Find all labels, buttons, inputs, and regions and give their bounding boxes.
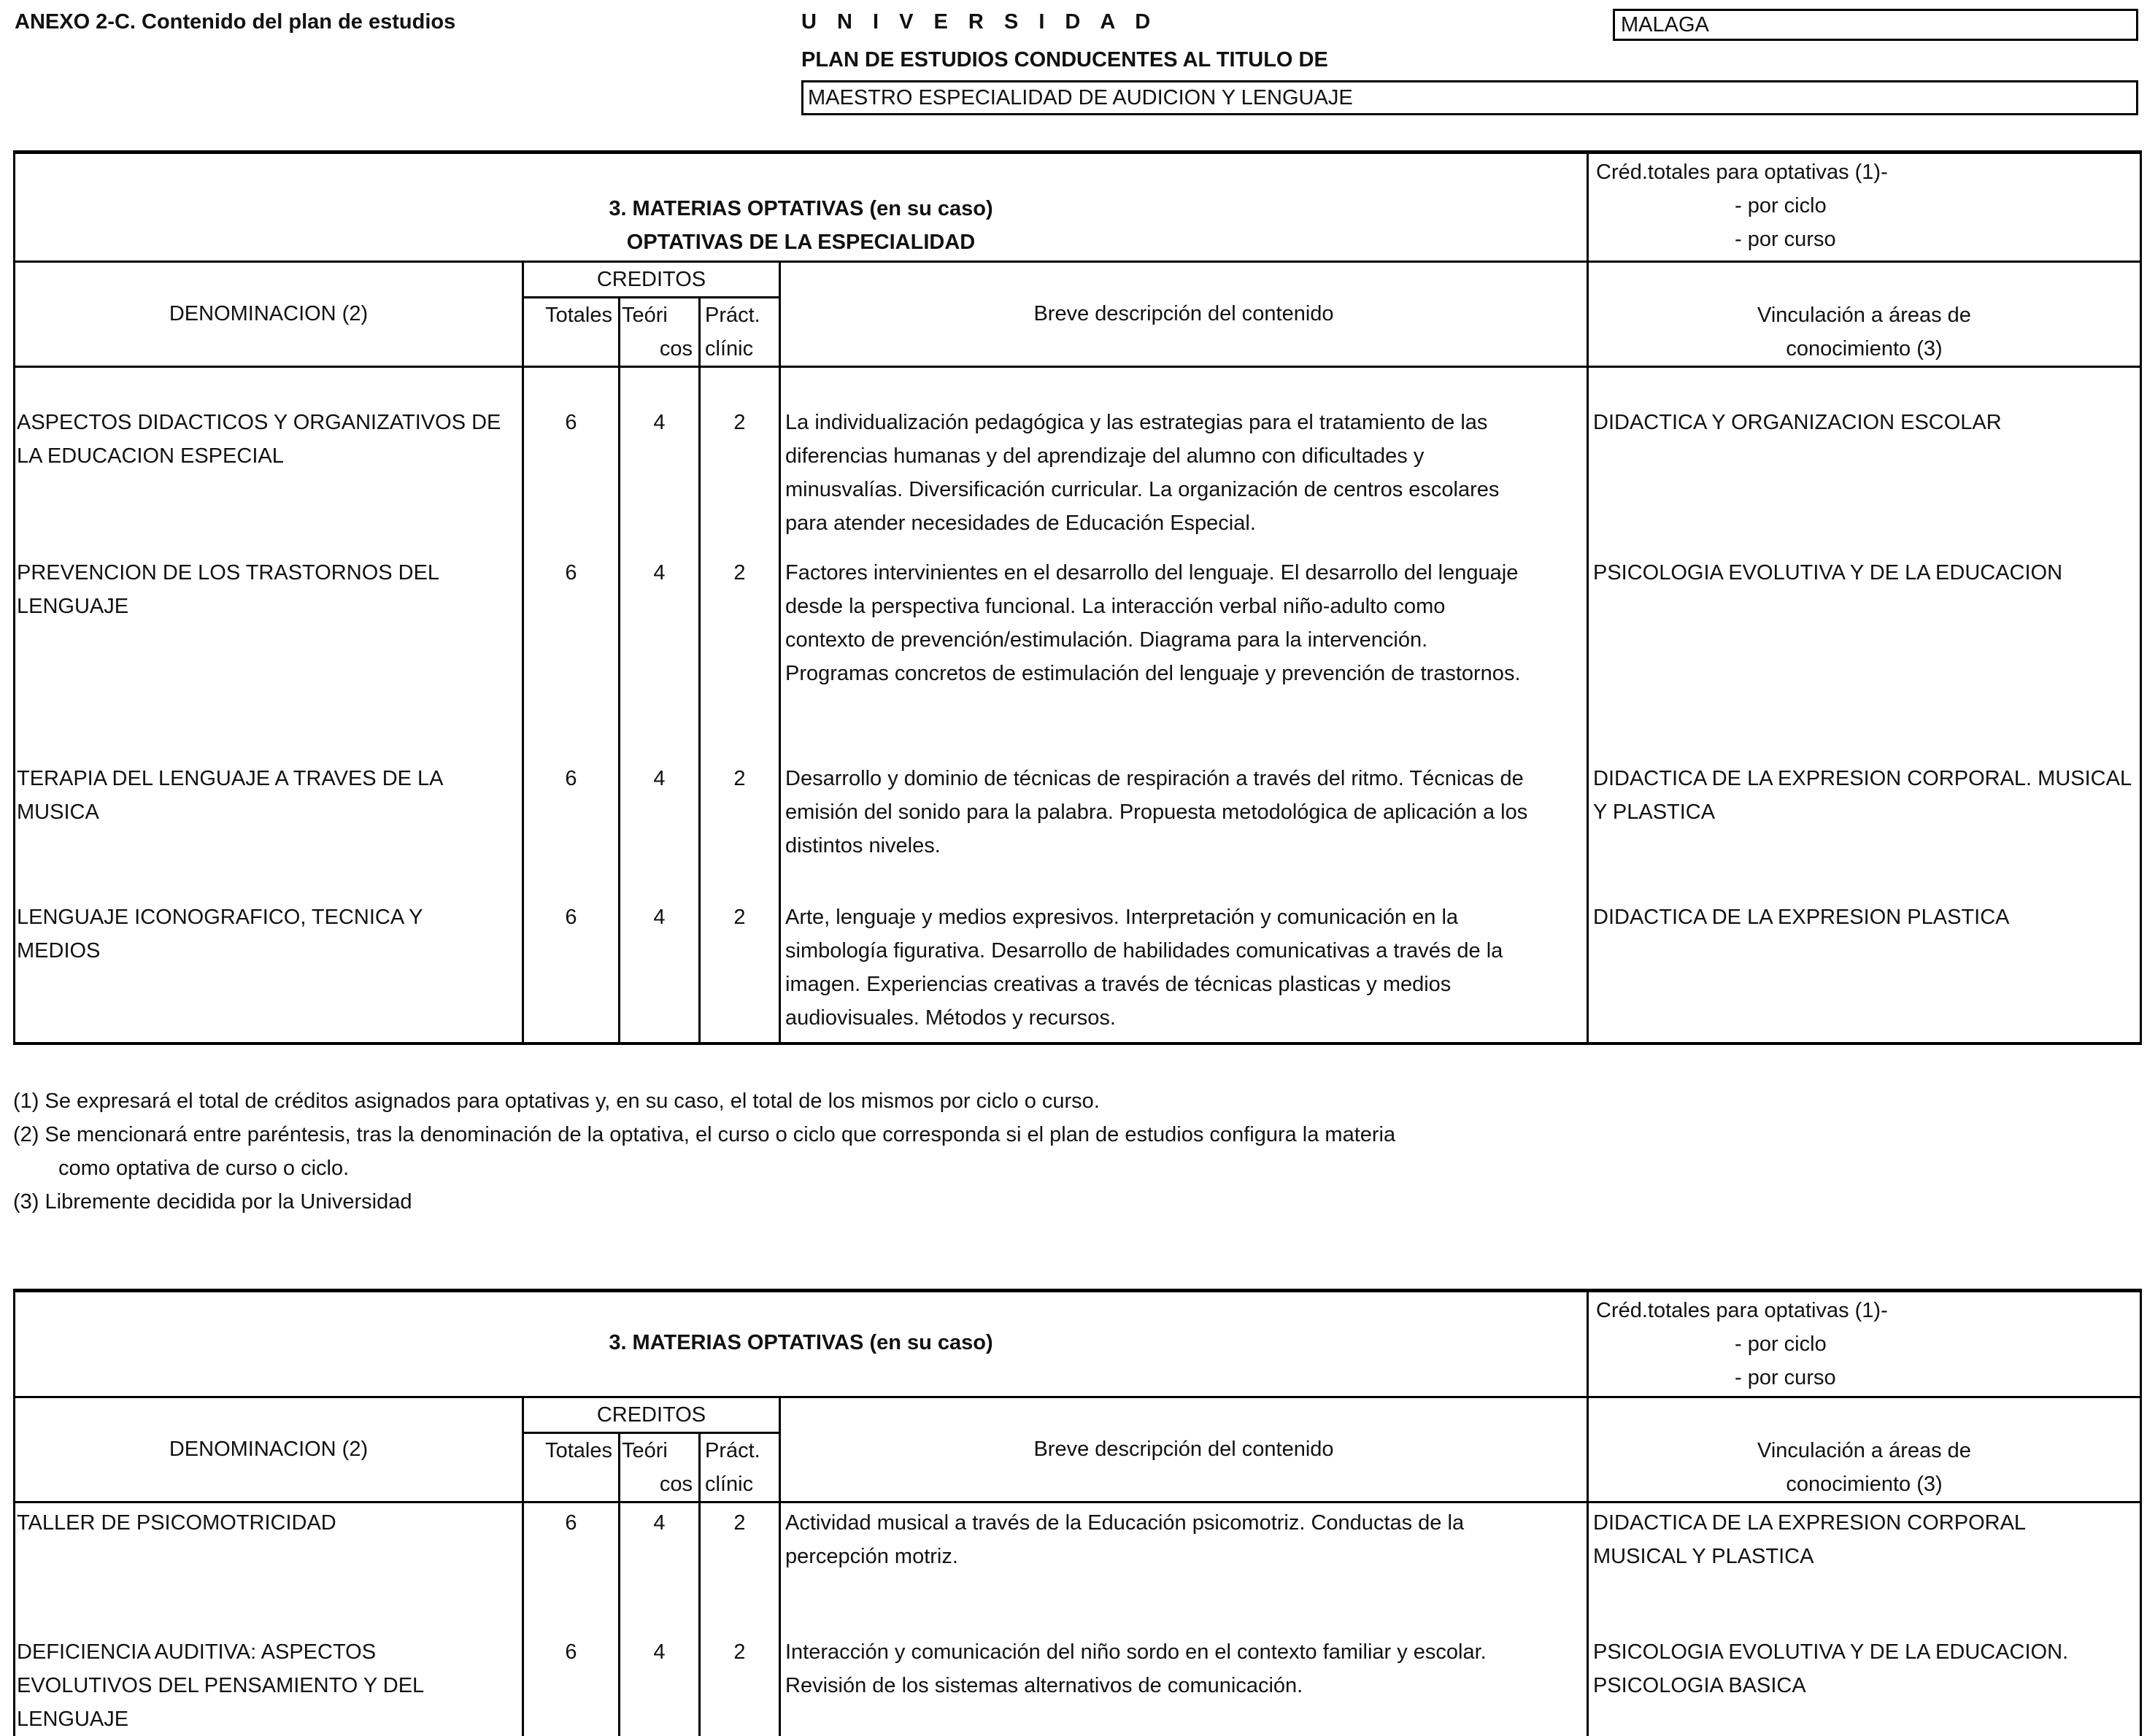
table-title-line: 3. MATERIAS OPTATIVAS (en su caso) — [609, 1331, 993, 1354]
titulo-value: MAESTRO ESPECIALIDAD DE AUDICION Y LENGUAJE — [801, 80, 2138, 115]
col-teoricos-line: cos — [659, 337, 693, 360]
col-vinculacion-line: Vinculación a áreas de — [1757, 304, 1971, 327]
col-vinculacion-line: Vinculación a áreas de — [1757, 1439, 1971, 1462]
annex-heading: ANEXO 2-C. Contenido del plan de estudios — [15, 10, 456, 34]
row-name: PREVENCION DE LOS TRASTORNOS DEL LENGUAJE — [15, 540, 523, 746]
col-practicos — [700, 1433, 780, 1502]
footnotes — [13, 1084, 1395, 1219]
row-name: TERAPIA DEL LENGUAJE A TRAVES DE LA MUSICA — [15, 746, 523, 884]
optativas-credits-label: Créd.totales para optativas (1)- — [1596, 1299, 1888, 1322]
table-row — [15, 367, 2141, 541]
row-practicos: 2 — [700, 1619, 780, 1736]
row-teoricos: 4 — [620, 367, 700, 541]
col-practicos-line: Práct. — [705, 304, 760, 327]
col-denominacion: DENOMINACION (2) — [15, 1397, 523, 1502]
por-ciclo-label: - por ciclo — [1735, 194, 1827, 217]
row-teoricos: 4 — [620, 1502, 700, 1619]
row-name: TALLER DE PSICOMOTRICIDAD — [15, 1502, 523, 1619]
row-practicos: 2 — [700, 540, 780, 746]
col-totales: Totales — [523, 298, 620, 367]
col-creditos: CREDITOS — [523, 1397, 780, 1433]
row-teoricos: 4 — [620, 540, 700, 746]
col-vinculacion — [1588, 262, 2141, 367]
optativas-credits-label: Créd.totales para optativas (1)- — [1596, 161, 1888, 184]
por-curso-label: - por curso — [1735, 1366, 1836, 1389]
col-vinculacion-line: conocimiento (3) — [1786, 1473, 1943, 1496]
row-descripcion: Desarrollo y dominio de técnicas de respiración a través del ritmo. Técnicas de emisión del sonido para la palabra. Propuesta metodológica de aplicación a los distintos niveles. — [780, 746, 1588, 884]
row-practicos: 2 — [700, 746, 780, 884]
row-area: PSICOLOGIA EVOLUTIVA Y DE LA EDUCACION. PSICOLOGIA BASICA — [1588, 1619, 2141, 1736]
row-name: DEFICIENCIA AUDITIVA: ASPECTOS EVOLUTIVOS DEL PENSAMIENTO Y DEL LENGUAJE — [15, 1619, 523, 1736]
row-teoricos: 4 — [620, 884, 700, 1043]
table-subtitle-line: OPTATIVAS DE LA ESPECIALIDAD — [626, 231, 976, 254]
row-teoricos: 4 — [620, 746, 700, 884]
row-totales: 6 — [523, 1502, 620, 1619]
optativas-credits-box — [1588, 153, 2141, 262]
universidad-label: U N I V E R S I D A D — [801, 10, 1158, 34]
row-totales: 6 — [523, 884, 620, 1043]
col-descripcion: Breve descripción del contenido — [780, 262, 1588, 367]
row-teoricos: 4 — [620, 1619, 700, 1736]
col-vinculacion — [1588, 1397, 2141, 1502]
row-descripcion: Factores intervinientes en el desarrollo del lenguaje. El desarrollo del lenguaje desde la perspectiva funcional. La interacción verbal niño-adulto como contexto de prevención/estimulación. Diagrama para la intervención. Programas concretos de estimulación del lenguaje y prevención de trastornos. — [780, 540, 1588, 746]
row-descripcion: La individualización pedagógica y las estrategias para el tratamiento de las diferencias humanas y del aprendizaje del alumno con dificultades y minusvalías. Diversificación curricular. La organización de centros escolares para atender necesidades de Educación Especial. — [780, 367, 1588, 541]
table-row — [15, 540, 2141, 746]
row-totales: 6 — [523, 540, 620, 746]
optativas-credits-box — [1588, 1291, 2141, 1397]
por-ciclo-label: - por ciclo — [1735, 1332, 1827, 1356]
table-title — [15, 153, 1588, 262]
row-name: ASPECTOS DIDACTICOS Y ORGANIZATIVOS DE LA EDUCACION ESPECIAL — [15, 367, 523, 541]
table-row — [15, 884, 2141, 1043]
plan-title: PLAN DE ESTUDIOS CONDUCENTES AL TITULO DE — [801, 48, 1328, 72]
row-area: DIDACTICA DE LA EXPRESION CORPORAL MUSICAL Y PLASTICA — [1588, 1502, 2141, 1619]
row-practicos: 2 — [700, 367, 780, 541]
row-area: DIDACTICA DE LA EXPRESION PLASTICA — [1588, 884, 2141, 1043]
table-row — [15, 1619, 2141, 1736]
col-teoricos-line: Teóri — [622, 304, 668, 327]
row-totales: 6 — [523, 746, 620, 884]
optativas-table-2 — [13, 1289, 2142, 1736]
row-name: LENGUAJE ICONOGRAFICO, TECNICA Y MEDIOS — [15, 884, 523, 1043]
row-area: DIDACTICA DE LA EXPRESION CORPORAL. MUSICAL Y PLASTICA — [1588, 746, 2141, 884]
col-descripcion: Breve descripción del contenido — [780, 1397, 1588, 1502]
col-denominacion: DENOMINACION (2) — [15, 262, 523, 367]
row-descripcion: Actividad musical a través de la Educación psicomotriz. Conductas de la percepción motriz. — [780, 1502, 1588, 1619]
col-practicos-line: clínic — [705, 1473, 754, 1496]
row-practicos: 2 — [700, 1502, 780, 1619]
optativas-table-1 — [13, 150, 2142, 1045]
col-practicos — [700, 298, 780, 367]
footnote-1: (1) Se expresará el total de créditos asignados para optativas y, en su caso, el total de los mismos por ciclo o curso. — [13, 1089, 1100, 1113]
col-teoricos-line: cos — [659, 1473, 693, 1496]
table-title-line: 3. MATERIAS OPTATIVAS (en su caso) — [609, 197, 993, 220]
col-totales: Totales — [523, 1433, 620, 1502]
row-descripcion: Arte, lenguaje y medios expresivos. Interpretación y comunicación en la simbología figurativa. Desarrollo de habilidades comunicativas a través de la imagen. Experiencias creativas a través de técnicas plasticas y medios audiovisuales. Métodos y recursos. — [780, 884, 1588, 1043]
row-totales: 6 — [523, 1619, 620, 1736]
col-teoricos — [620, 298, 700, 367]
col-teoricos-line: Teóri — [622, 1439, 668, 1462]
row-totales: 6 — [523, 367, 620, 541]
universidad-value: MALAGA — [1613, 9, 2138, 41]
col-practicos-line: clínic — [705, 337, 754, 360]
footnote-2: (2) Se mencionará entre paréntesis, tras la denominación de la optativa, el curso o ciclo que corresponda si el plan de estudios configura la materia — [13, 1123, 1396, 1146]
row-descripcion: Interacción y comunicación del niño sordo en el contexto familiar y escolar. Revisión de los sistemas alternativos de comunicación. — [780, 1619, 1588, 1736]
col-teoricos — [620, 1433, 700, 1502]
col-vinculacion-line: conocimiento (3) — [1786, 337, 1943, 360]
table-row — [15, 746, 2141, 884]
row-practicos: 2 — [700, 884, 780, 1043]
footnote-2-cont: como optativa de curso o ciclo. — [58, 1157, 350, 1180]
row-area: DIDACTICA Y ORGANIZACION ESCOLAR — [1588, 367, 2141, 541]
col-creditos: CREDITOS — [523, 262, 780, 298]
table-row — [15, 1502, 2141, 1619]
row-area: PSICOLOGIA EVOLUTIVA Y DE LA EDUCACION — [1588, 540, 2141, 746]
table-title — [15, 1291, 1588, 1397]
col-practicos-line: Práct. — [705, 1439, 760, 1462]
por-curso-label: - por curso — [1735, 228, 1836, 251]
footnote-3: (3) Libremente decidida por la Universidad — [13, 1190, 412, 1214]
